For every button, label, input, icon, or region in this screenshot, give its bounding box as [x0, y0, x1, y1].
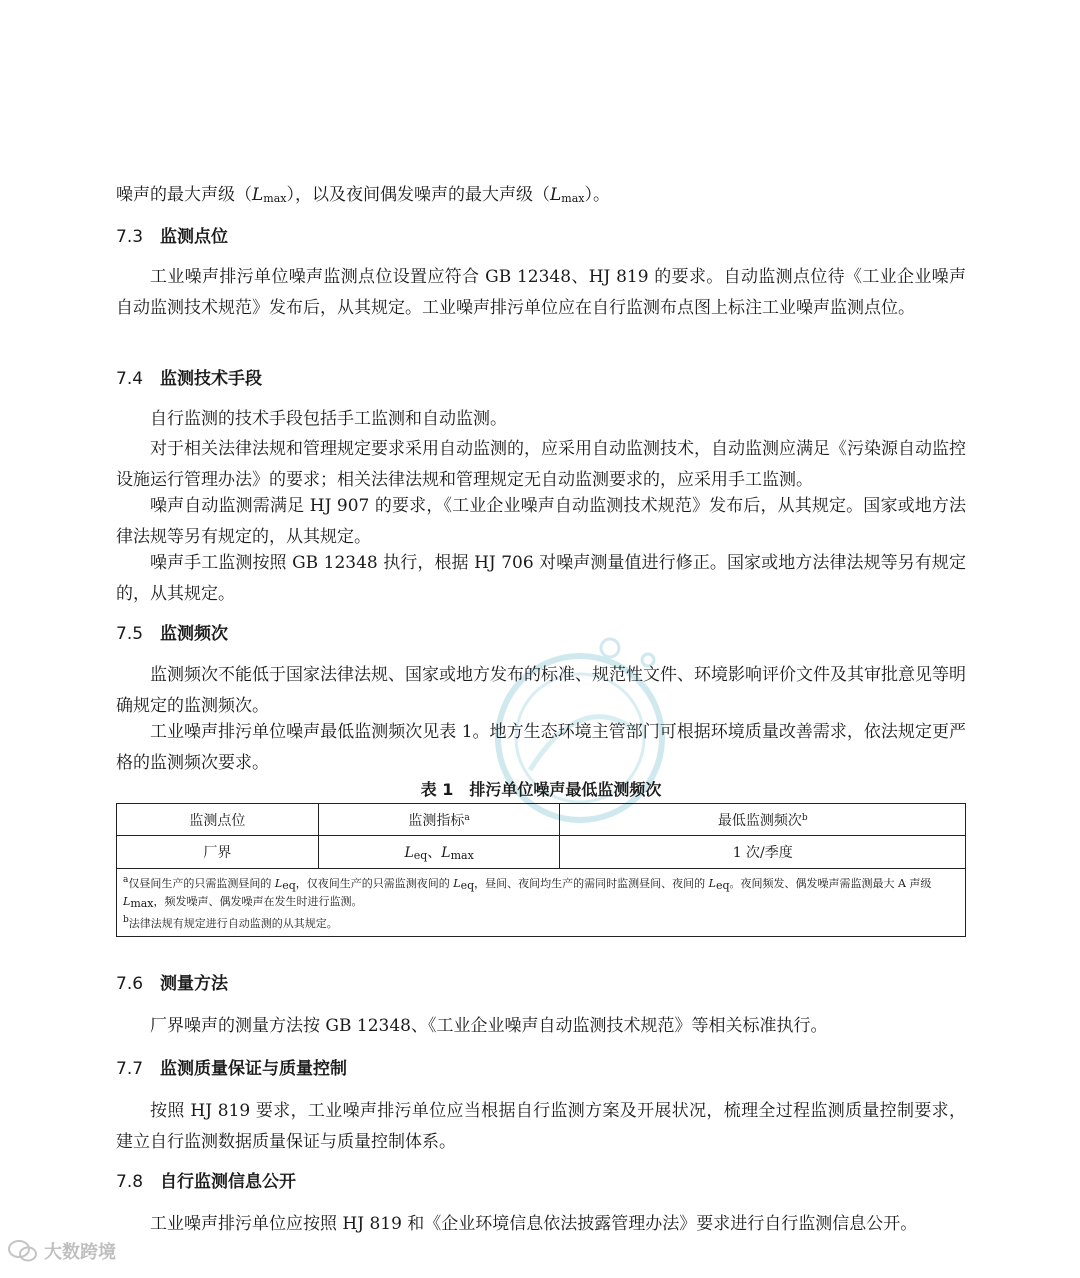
section-7-7-paragraph-1: 按照 HJ 819 要求，工业噪声排污单位应当根据自行监测方案及开展状况，梳理全过程监测质量控制要求，建立自行监测数据质量保证与质量控制体系。	[116, 1101, 966, 1152]
section-heading-7-4: 7.4 监测技术手段	[116, 369, 262, 389]
cell-location: 厂界	[117, 836, 319, 869]
table-header-row	[117, 804, 966, 836]
note-a: $^a$仅昼间生产的只需监测昼间的 $L_{eq}$，仅夜间生产的只需监测夜间的 $L_{eq}$，昼间、夜间均生产的需同时监测昼间、夜间的 $L_{eq}$。夜间频发、偶发噪声需监测最大 A 声级 $L_{max}$，频发噪声、偶发噪声在发生时进行监测。	[123, 875, 932, 910]
cell-indicator: $L_{eq}$、$L_{max}$	[318, 836, 560, 869]
header-cell-location: 监测点位	[117, 804, 319, 836]
table-notes	[117, 869, 966, 937]
section-heading-7-3: 7.3 监测点位	[116, 227, 228, 247]
monitoring-frequency-table	[116, 803, 966, 937]
section-heading-7-5: 7.5 监测频次	[116, 624, 228, 644]
footer-logo-text: 大数跨境	[44, 1242, 116, 1263]
section-7-4-paragraph-4: 噪声手工监测按照 GB 12348 执行，根据 HJ 706 对噪声测量值进行修正。国家或地方法律法规等另有规定的，从其规定。	[116, 553, 966, 604]
section-7-4-paragraph-3: 噪声自动监测需满足 HJ 907 的要求，《工业企业噪声自动监测技术规范》发布后，从其规定。国家或地方法律法规等另有规定的，从其规定。	[116, 496, 966, 547]
header-cell-frequency: 最低监测频次$^b$	[560, 804, 966, 836]
header-cell-indicator: 监测指标$^a$	[318, 804, 560, 836]
footer-logo	[8, 1238, 116, 1264]
table-notes-row	[117, 869, 966, 937]
cell-frequency: 1 次/季度	[560, 836, 966, 869]
section-heading-7-6: 7.6 测量方法	[116, 974, 228, 994]
section-7-5-paragraph-2: 工业噪声排污单位噪声最低监测频次见表 1。地方生态环境主管部门可根据环境质量改善需求，依法规定更严格的监测频次要求。	[116, 722, 966, 773]
section-7-4-paragraph-2: 对于相关法律法规和管理规定要求采用自动监测的，应采用自动监测技术，自动监测应满足《污染源自动监控设施运行管理办法》的要求；相关法律法规和管理规定无自动监测要求的，应采用手工监测。	[116, 439, 966, 490]
section-heading-7-8: 7.8 自行监测信息公开	[116, 1172, 296, 1192]
section-7-4-paragraph-1: 自行监测的技术手段包括手工监测和自动监测。	[150, 409, 507, 429]
wechat-logo-icon	[8, 1239, 38, 1263]
table-caption: 表 1 排污单位噪声最低监测频次	[420, 780, 662, 799]
section-heading-7-7: 7.7 监测质量保证与质量控制	[116, 1059, 347, 1079]
section-7-3-paragraph-1: 工业噪声排污单位噪声监测点位设置应符合 GB 12348、HJ 819 的要求。自动监测点位待《工业企业噪声自动监测技术规范》发布后，从其规定。工业噪声排污单位应在自行监测布点图上标注工业噪声监测点位。	[116, 267, 966, 318]
table-row	[117, 836, 966, 869]
note-b: $^b$法律法规有规定进行自动监测的从其规定。	[123, 915, 338, 930]
section-7-6-paragraph-1: 厂界噪声的测量方法按 GB 12348、《工业企业噪声自动监测技术规范》等相关标准执行。	[150, 1016, 828, 1036]
section-7-8-paragraph-1: 工业噪声排污单位应按照 HJ 819 和《企业环境信息依法披露管理办法》要求进行自行监测信息公开。	[150, 1214, 918, 1234]
intro-paragraph: 噪声的最大声级$(L_{max})$，以及夜间偶发噪声的最大声级$(L_{max})$。	[116, 185, 610, 205]
section-7-5-paragraph-1: 监测频次不能低于国家法律法规、国家或地方发布的标准、规范性文件、环境影响评价文件及其审批意见等明确规定的监测频次。	[116, 665, 966, 716]
